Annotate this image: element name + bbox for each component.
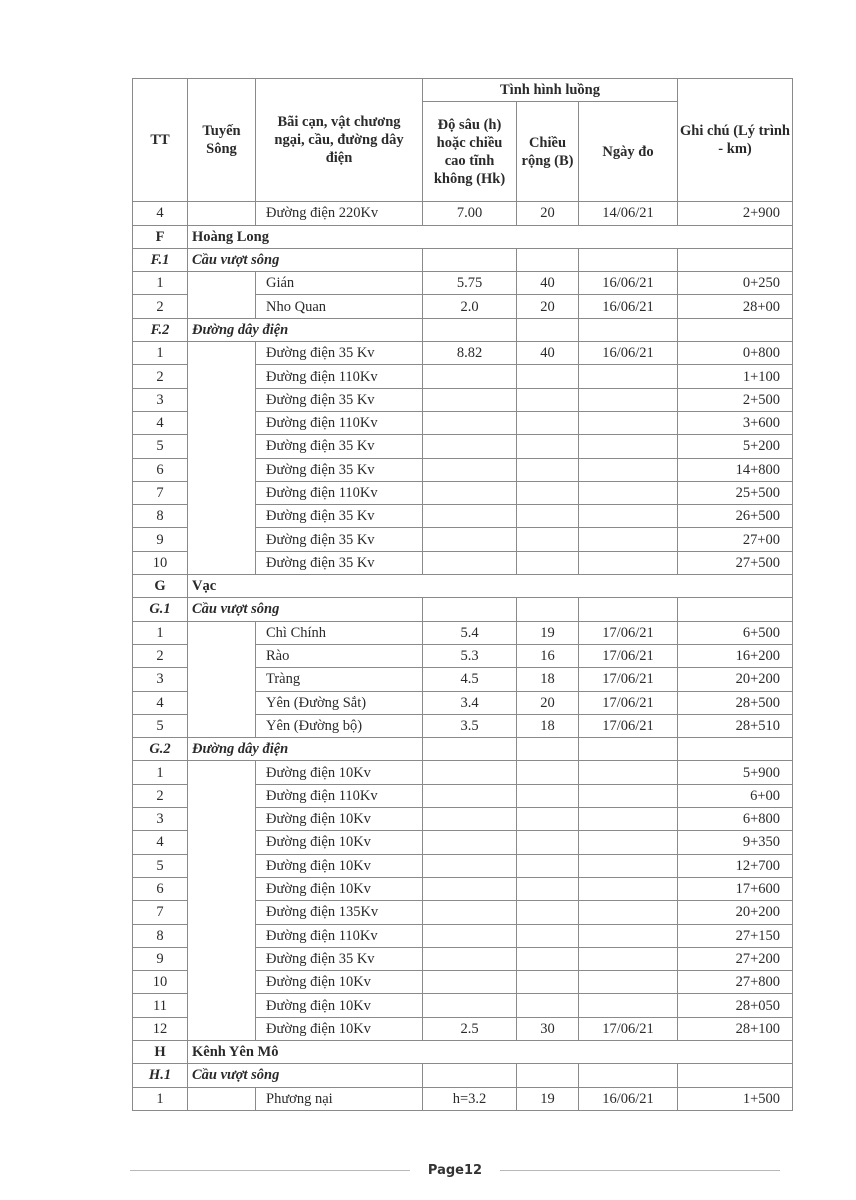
row-number: 2 xyxy=(133,365,188,388)
measure-date: 16/06/21 xyxy=(579,272,678,295)
row-number: 3 xyxy=(133,668,188,691)
category-code: G.2 xyxy=(133,738,188,761)
width-value xyxy=(517,528,579,551)
depth-value xyxy=(423,388,517,411)
width-value xyxy=(517,551,579,574)
obstacle-name: Đường điện 35 Kv xyxy=(256,458,423,481)
table-body xyxy=(133,202,793,1111)
row-number: 9 xyxy=(133,528,188,551)
measure-date xyxy=(579,994,678,1017)
chainage-km: 27+00 xyxy=(678,528,793,551)
measure-date xyxy=(579,435,678,458)
chainage-km: 28+00 xyxy=(678,295,793,318)
measure-date: 17/06/21 xyxy=(579,668,678,691)
table-row xyxy=(133,202,793,225)
depth-value xyxy=(423,831,517,854)
obstacle-name: Đường điện 10Kv xyxy=(256,971,423,994)
chainage-km: 28+100 xyxy=(678,1017,793,1040)
measure-date xyxy=(579,505,678,528)
empty-cell xyxy=(678,248,793,271)
river-name: Vạc xyxy=(188,575,793,598)
measure-date xyxy=(579,528,678,551)
chainage-km: 1+100 xyxy=(678,365,793,388)
measure-date xyxy=(579,854,678,877)
width-value xyxy=(517,901,579,924)
chainage-km: 27+800 xyxy=(678,971,793,994)
row-number: 12 xyxy=(133,1017,188,1040)
row-number: 8 xyxy=(133,924,188,947)
depth-value xyxy=(423,994,517,1017)
measure-date: 17/06/21 xyxy=(579,644,678,667)
empty-cell xyxy=(517,598,579,621)
depth-value xyxy=(423,481,517,504)
depth-value xyxy=(423,435,517,458)
width-value: 20 xyxy=(517,295,579,318)
measure-date: 16/06/21 xyxy=(579,342,678,365)
depth-value: 8.82 xyxy=(423,342,517,365)
header-note: Ghi chú (Lý trình - km) xyxy=(678,79,793,202)
table-row xyxy=(133,342,793,365)
width-value: 19 xyxy=(517,621,579,644)
table-row xyxy=(133,1087,793,1110)
category-name: Cầu vượt sông xyxy=(188,598,423,621)
depth-value xyxy=(423,551,517,574)
chainage-km: 0+800 xyxy=(678,342,793,365)
category-row xyxy=(133,738,793,761)
measure-date: 17/06/21 xyxy=(579,621,678,644)
obstacle-name: Đường điện 10Kv xyxy=(256,1017,423,1040)
width-value xyxy=(517,808,579,831)
empty-cell xyxy=(423,248,517,271)
width-value: 18 xyxy=(517,714,579,737)
depth-value xyxy=(423,505,517,528)
depth-value: 5.4 xyxy=(423,621,517,644)
row-number: 1 xyxy=(133,272,188,295)
width-value: 40 xyxy=(517,272,579,295)
obstacle-name: Đường điện 10Kv xyxy=(256,854,423,877)
obstacle-name: Chì Chính xyxy=(256,621,423,644)
depth-value xyxy=(423,901,517,924)
category-name: Đường dây điện xyxy=(188,318,423,341)
empty-cell xyxy=(423,598,517,621)
measure-date: 17/06/21 xyxy=(579,1017,678,1040)
empty-cell xyxy=(579,318,678,341)
row-number: 2 xyxy=(133,644,188,667)
river-row xyxy=(133,1040,793,1063)
chainage-km: 0+250 xyxy=(678,272,793,295)
river-name: Kênh Yên Mô xyxy=(188,1040,793,1063)
chainage-km: 16+200 xyxy=(678,644,793,667)
category-row xyxy=(133,598,793,621)
width-value xyxy=(517,784,579,807)
measure-date xyxy=(579,551,678,574)
obstacle-name: Tràng xyxy=(256,668,423,691)
measure-date xyxy=(579,877,678,900)
depth-value: 4.5 xyxy=(423,668,517,691)
width-value: 30 xyxy=(517,1017,579,1040)
obstacle-name: Phương nại xyxy=(256,1087,423,1110)
depth-value xyxy=(423,877,517,900)
chainage-km: 2+900 xyxy=(678,202,793,225)
obstacle-name: Đường điện 110Kv xyxy=(256,784,423,807)
header-date: Ngày đo xyxy=(579,102,678,202)
obstacle-name: Đường điện 35 Kv xyxy=(256,388,423,411)
chainage-km: 27+150 xyxy=(678,924,793,947)
row-number: 5 xyxy=(133,854,188,877)
measure-date xyxy=(579,947,678,970)
obstacle-name: Gián xyxy=(256,272,423,295)
width-value xyxy=(517,877,579,900)
category-code: H.1 xyxy=(133,1064,188,1087)
river-row xyxy=(133,575,793,598)
header-width: Chiều rộng (B) xyxy=(517,102,579,202)
measure-date xyxy=(579,831,678,854)
row-number: 6 xyxy=(133,458,188,481)
river-name: Hoàng Long xyxy=(188,225,793,248)
row-number: 1 xyxy=(133,1087,188,1110)
depth-value: 2.0 xyxy=(423,295,517,318)
row-number: 10 xyxy=(133,551,188,574)
depth-value xyxy=(423,924,517,947)
empty-cell xyxy=(579,598,678,621)
row-number: 1 xyxy=(133,621,188,644)
empty-cell xyxy=(678,318,793,341)
measure-date: 16/06/21 xyxy=(579,1087,678,1110)
row-number: 4 xyxy=(133,691,188,714)
obstacle-name: Đường điện 220Kv xyxy=(256,202,423,225)
width-value xyxy=(517,365,579,388)
width-value xyxy=(517,994,579,1017)
width-value xyxy=(517,854,579,877)
measure-date xyxy=(579,901,678,924)
empty-cell xyxy=(517,1064,579,1087)
row-number: 4 xyxy=(133,411,188,434)
obstacle-name: Đường điện 135Kv xyxy=(256,901,423,924)
chainage-km: 2+500 xyxy=(678,388,793,411)
measure-date: 17/06/21 xyxy=(579,714,678,737)
chainage-km: 17+600 xyxy=(678,877,793,900)
chainage-km: 5+900 xyxy=(678,761,793,784)
river-route-cell xyxy=(188,342,256,575)
category-row xyxy=(133,318,793,341)
depth-value: h=3.2 xyxy=(423,1087,517,1110)
chainage-km: 3+600 xyxy=(678,411,793,434)
measure-date: 17/06/21 xyxy=(579,691,678,714)
row-number: 5 xyxy=(133,714,188,737)
obstacle-name: Yên (Đường bộ) xyxy=(256,714,423,737)
chainage-km: 6+500 xyxy=(678,621,793,644)
chainage-km: 27+200 xyxy=(678,947,793,970)
empty-cell xyxy=(517,738,579,761)
depth-value xyxy=(423,947,517,970)
obstacle-name: Đường điện 35 Kv xyxy=(256,947,423,970)
depth-value xyxy=(423,784,517,807)
measure-date: 16/06/21 xyxy=(579,295,678,318)
row-number: 6 xyxy=(133,877,188,900)
category-row xyxy=(133,248,793,271)
measure-date: 14/06/21 xyxy=(579,202,678,225)
chainage-km: 27+500 xyxy=(678,551,793,574)
measure-date xyxy=(579,411,678,434)
empty-cell xyxy=(678,738,793,761)
chainage-km: 14+800 xyxy=(678,458,793,481)
depth-value: 3.4 xyxy=(423,691,517,714)
depth-value: 3.5 xyxy=(423,714,517,737)
depth-value: 5.75 xyxy=(423,272,517,295)
obstacle-name: Nho Quan xyxy=(256,295,423,318)
river-route-cell xyxy=(188,621,256,737)
depth-value xyxy=(423,458,517,481)
row-number: 2 xyxy=(133,784,188,807)
row-number: 4 xyxy=(133,202,188,225)
width-value xyxy=(517,481,579,504)
category-name: Cầu vượt sông xyxy=(188,248,423,271)
obstacle-name: Đường điện 35 Kv xyxy=(256,551,423,574)
river-route-cell xyxy=(188,202,256,225)
obstacle-name: Đường điện 35 Kv xyxy=(256,435,423,458)
chainage-km: 12+700 xyxy=(678,854,793,877)
chainage-km: 20+200 xyxy=(678,668,793,691)
obstacle-name: Đường điện 110Kv xyxy=(256,481,423,504)
category-code: F.2 xyxy=(133,318,188,341)
width-value xyxy=(517,505,579,528)
width-value xyxy=(517,924,579,947)
row-number: 4 xyxy=(133,831,188,854)
width-value xyxy=(517,388,579,411)
row-number: 5 xyxy=(133,435,188,458)
waterway-obstacle-table xyxy=(132,78,793,1111)
row-number: 8 xyxy=(133,505,188,528)
empty-cell xyxy=(678,598,793,621)
chainage-km: 9+350 xyxy=(678,831,793,854)
river-code: G xyxy=(133,575,188,598)
chainage-km: 28+500 xyxy=(678,691,793,714)
category-code: G.1 xyxy=(133,598,188,621)
depth-value: 2.5 xyxy=(423,1017,517,1040)
row-number: 3 xyxy=(133,808,188,831)
measure-date xyxy=(579,458,678,481)
width-value: 20 xyxy=(517,691,579,714)
river-route-cell xyxy=(188,272,256,319)
row-number: 11 xyxy=(133,994,188,1017)
chainage-km: 25+500 xyxy=(678,481,793,504)
measure-date xyxy=(579,481,678,504)
obstacle-name: Đường điện 35 Kv xyxy=(256,528,423,551)
category-name: Đường dây điện xyxy=(188,738,423,761)
river-row xyxy=(133,225,793,248)
header-obstacle: Bãi cạn, vật chương ngại, cầu, đường dây điện xyxy=(256,79,423,202)
depth-value xyxy=(423,528,517,551)
measure-date xyxy=(579,365,678,388)
width-value xyxy=(517,761,579,784)
depth-value: 7.00 xyxy=(423,202,517,225)
chainage-km: 28+050 xyxy=(678,994,793,1017)
width-value xyxy=(517,831,579,854)
empty-cell xyxy=(517,248,579,271)
row-number: 2 xyxy=(133,295,188,318)
width-value xyxy=(517,435,579,458)
obstacle-name: Đường điện 110Kv xyxy=(256,365,423,388)
measure-date xyxy=(579,808,678,831)
header-group: Tình hình luồng xyxy=(423,79,678,102)
row-number: 10 xyxy=(133,971,188,994)
empty-cell xyxy=(423,738,517,761)
row-number: 3 xyxy=(133,388,188,411)
category-row xyxy=(133,1064,793,1087)
page-number: Page12 xyxy=(427,1162,483,1178)
footer-rule-right xyxy=(500,1170,780,1171)
chainage-km: 5+200 xyxy=(678,435,793,458)
empty-cell xyxy=(579,1064,678,1087)
obstacle-name: Rào xyxy=(256,644,423,667)
width-value: 16 xyxy=(517,644,579,667)
measure-date xyxy=(579,971,678,994)
depth-value xyxy=(423,761,517,784)
width-value: 18 xyxy=(517,668,579,691)
table-row xyxy=(133,621,793,644)
depth-value xyxy=(423,365,517,388)
chainage-km: 28+510 xyxy=(678,714,793,737)
depth-value xyxy=(423,854,517,877)
chainage-km: 6+800 xyxy=(678,808,793,831)
depth-value xyxy=(423,971,517,994)
row-number: 1 xyxy=(133,761,188,784)
river-route-cell xyxy=(188,1087,256,1110)
row-number: 1 xyxy=(133,342,188,365)
empty-cell xyxy=(579,738,678,761)
chainage-km: 20+200 xyxy=(678,901,793,924)
category-name: Cầu vượt sông xyxy=(188,1064,423,1087)
header-tt: TT xyxy=(133,79,188,202)
table-row xyxy=(133,761,793,784)
obstacle-name: Đường điện 10Kv xyxy=(256,831,423,854)
width-value xyxy=(517,947,579,970)
empty-cell xyxy=(678,1064,793,1087)
empty-cell xyxy=(423,1064,517,1087)
depth-value xyxy=(423,808,517,831)
width-value xyxy=(517,971,579,994)
header-depth: Độ sâu (h) hoặc chiều cao tĩnh không (Hk) xyxy=(423,102,517,202)
depth-value xyxy=(423,411,517,434)
chainage-km: 1+500 xyxy=(678,1087,793,1110)
obstacle-name: Đường điện 35 Kv xyxy=(256,342,423,365)
width-value xyxy=(517,411,579,434)
obstacle-name: Đường điện 10Kv xyxy=(256,994,423,1017)
header-tuyen-song: Tuyến Sông xyxy=(188,79,256,202)
river-route-cell xyxy=(188,761,256,1041)
obstacle-name: Đường điện 35 Kv xyxy=(256,505,423,528)
category-code: F.1 xyxy=(133,248,188,271)
empty-cell xyxy=(579,248,678,271)
row-number: 7 xyxy=(133,901,188,924)
measure-date xyxy=(579,388,678,411)
obstacle-name: Yên (Đường Sắt) xyxy=(256,691,423,714)
river-code: F xyxy=(133,225,188,248)
obstacle-name: Đường điện 10Kv xyxy=(256,761,423,784)
measure-date xyxy=(579,761,678,784)
obstacle-name: Đường điện 110Kv xyxy=(256,411,423,434)
river-code: H xyxy=(133,1040,188,1063)
chainage-km: 6+00 xyxy=(678,784,793,807)
depth-value: 5.3 xyxy=(423,644,517,667)
table-row xyxy=(133,272,793,295)
width-value: 40 xyxy=(517,342,579,365)
obstacle-name: Đường điện 10Kv xyxy=(256,877,423,900)
empty-cell xyxy=(423,318,517,341)
width-value: 19 xyxy=(517,1087,579,1110)
width-value xyxy=(517,458,579,481)
width-value: 20 xyxy=(517,202,579,225)
obstacle-name: Đường điện 110Kv xyxy=(256,924,423,947)
row-number: 7 xyxy=(133,481,188,504)
obstacle-name: Đường điện 10Kv xyxy=(256,808,423,831)
row-number: 9 xyxy=(133,947,188,970)
measure-date xyxy=(579,924,678,947)
measure-date xyxy=(579,784,678,807)
empty-cell xyxy=(517,318,579,341)
chainage-km: 26+500 xyxy=(678,505,793,528)
footer-rule-left xyxy=(130,1170,410,1171)
page-footer xyxy=(130,1160,780,1180)
